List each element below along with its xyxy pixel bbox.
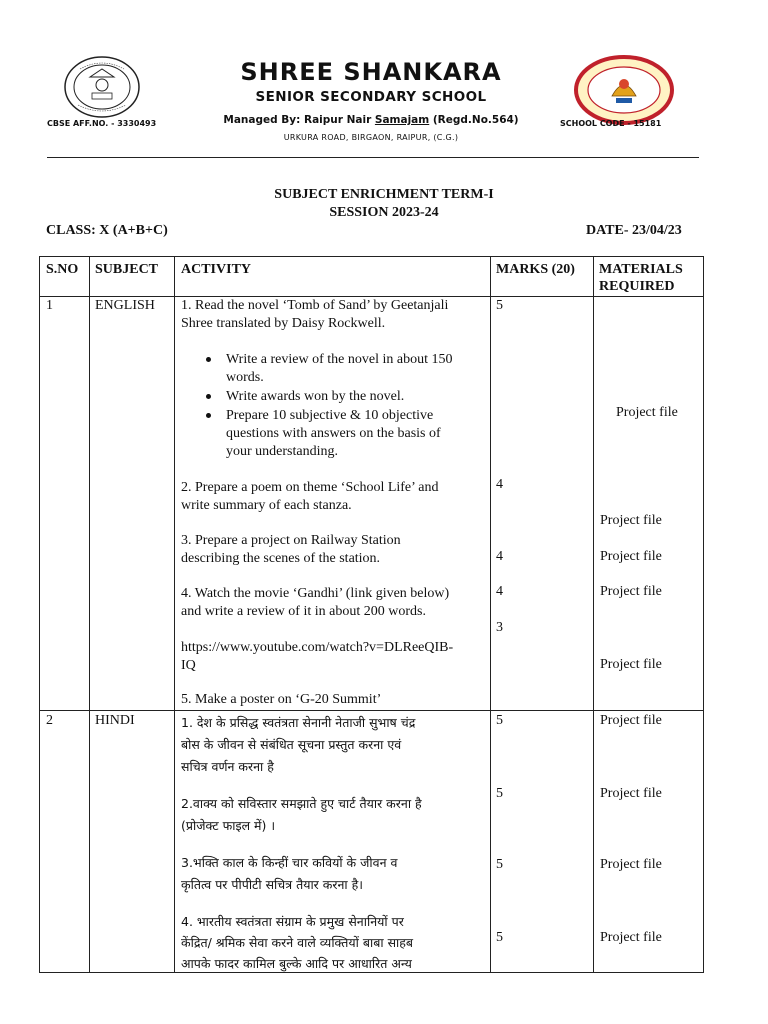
english-marks-4: 4 — [496, 584, 503, 599]
english-activity-1-line2: Shree translated by Daisy Rockwell. — [181, 316, 386, 331]
col-divider — [593, 257, 594, 972]
english-material-1: Project file — [616, 405, 678, 420]
bullet-icon — [206, 357, 211, 362]
english-material-3: Project file — [600, 549, 662, 564]
doc-session: SESSION 2023-24 — [329, 205, 439, 220]
col-divider — [174, 257, 175, 972]
english-marks-3: 4 — [496, 549, 503, 564]
enrichment-table — [39, 256, 704, 973]
hindi-activity-4-line3: आपके फादर कामिल बुल्के आदि पर आधारित अन्य — [181, 956, 412, 971]
row-2-sno: 2 — [46, 713, 53, 728]
english-bullet-3-line1: Prepare 10 subjective & 10 objective — [226, 408, 434, 423]
school-code: SCHOOL CODE - 15181 — [560, 119, 662, 128]
cbse-logo — [62, 55, 142, 119]
managed-underlined: Samajam — [374, 114, 430, 126]
school-name: SHREE SHANKARA — [240, 58, 502, 86]
cbse-affiliation: CBSE AFF.NO. - 3330493 — [47, 119, 157, 128]
managed-suffix: (Regd.No.564) — [429, 114, 519, 126]
english-material-4: Project file — [600, 584, 662, 599]
managed-prefix: Managed By: Raipur Nair — [223, 114, 375, 126]
header-materials: MATERIALS — [599, 262, 683, 277]
hindi-material-2: Project file — [600, 786, 662, 801]
english-bullet-3-line3: your understanding. — [226, 444, 338, 459]
hindi-activity-4-line1: 4. भारतीय स्वतंत्रता संग्राम के प्रमुख सेनानियों पर — [181, 914, 404, 929]
row-1-sno: 1 — [46, 298, 53, 313]
english-link-line1: https://www.youtube.com/watch?v=DLReeQIB- — [181, 640, 454, 655]
hindi-activity-1-line1: 1. देश के प्रसिद्ध स्वतंत्रता सेनानी नेताजी सुभाष चंद्र — [181, 715, 416, 730]
school-subtitle: SENIOR SECONDARY SCHOOL — [255, 89, 487, 105]
english-activity-4-line2: and write a review of it in about 200 words. — [181, 604, 426, 619]
english-activity-3-line2: describing the scenes of the station. — [181, 551, 381, 566]
bullet-icon — [206, 394, 211, 399]
bullet-icon — [206, 413, 211, 418]
header-subject: SUBJECT — [95, 262, 159, 277]
header-sno: S.NO — [46, 262, 79, 277]
hindi-activity-3-line2: कृतित्व पर पीपीटी सचित्र तैयार करना है। — [181, 877, 364, 892]
english-marks-5: 3 — [496, 620, 503, 635]
hindi-material-4: Project file — [600, 930, 662, 945]
english-activity-2-line1: 2. Prepare a poem on theme ‘School Life’ and — [181, 480, 439, 495]
english-material-2: Project file — [600, 513, 662, 528]
hindi-material-1: Project file — [600, 713, 662, 728]
hindi-marks-3: 5 — [496, 857, 503, 872]
english-activity-4-line1: 4. Watch the movie ‘Gandhi’ (link given below) — [181, 586, 450, 601]
hindi-activity-1-line2: बोस के जीवन से संबंधित सूचना प्रस्तुत करना एवं — [181, 737, 402, 752]
school-seal-logo — [572, 54, 676, 126]
english-bullet-3-line2: questions with answers on the basis of — [226, 426, 441, 441]
english-activity-3-line1: 3. Prepare a project on Railway Station — [181, 533, 401, 548]
class-label: CLASS: X (A+B+C) — [46, 223, 168, 238]
col-divider — [89, 257, 90, 972]
date-label: DATE- 23/04/23 — [586, 223, 682, 238]
english-activity-1-line1: 1. Read the novel ‘Tomb of Sand’ by Geetanjali — [181, 298, 449, 313]
header-divider — [47, 157, 699, 158]
school-address: URKURA ROAD, BIRGAON, RAIPUR, (C.G.) — [283, 133, 459, 142]
english-material-5: Project file — [600, 657, 662, 672]
hindi-material-3: Project file — [600, 857, 662, 872]
header-marks: MARKS (20) — [496, 262, 575, 277]
english-marks-2: 4 — [496, 477, 503, 492]
hindi-marks-4: 5 — [496, 930, 503, 945]
doc-title: SUBJECT ENRICHMENT TERM-I — [274, 187, 494, 202]
header-materials-2: REQUIRED — [599, 279, 675, 294]
english-bullet-1-line2: words. — [226, 370, 264, 385]
english-link-line2: IQ — [181, 658, 196, 673]
hindi-marks-1: 5 — [496, 713, 503, 728]
hindi-marks-2: 5 — [496, 786, 503, 801]
hindi-activity-2-line1: 2.वाक्य को सविस्तार समझाते हुए चार्ट तैयार करना है — [181, 796, 422, 811]
row-2-subject: HINDI — [95, 713, 135, 728]
english-bullet-2: Write awards won by the novel. — [226, 389, 405, 404]
header-activity: ACTIVITY — [181, 262, 252, 277]
row-1-subject: ENGLISH — [95, 298, 155, 313]
hindi-activity-3-line1: 3.भक्ति काल के किन्हीं चार कवियों के जीवन व — [181, 855, 398, 870]
col-divider — [490, 257, 491, 972]
row-divider — [40, 710, 703, 711]
hindi-activity-1-line3: सचित्र वर्णन करना है — [181, 759, 274, 774]
english-activity-5: 5. Make a poster on ‘G-20 Summit’ — [181, 692, 382, 707]
english-activity-2-line2: write summary of each stanza. — [181, 498, 352, 513]
english-marks-1: 5 — [496, 298, 503, 313]
english-bullet-1-line1: Write a review of the novel in about 150 — [226, 352, 453, 367]
hindi-activity-4-line2: केंद्रित/ श्रमिक सेवा करने वाले व्यक्तियों बाबा साहब — [181, 935, 414, 950]
hindi-activity-2-line2: (प्रोजेक्ट फाइल में) । — [181, 818, 276, 833]
managed-by — [180, 114, 562, 126]
